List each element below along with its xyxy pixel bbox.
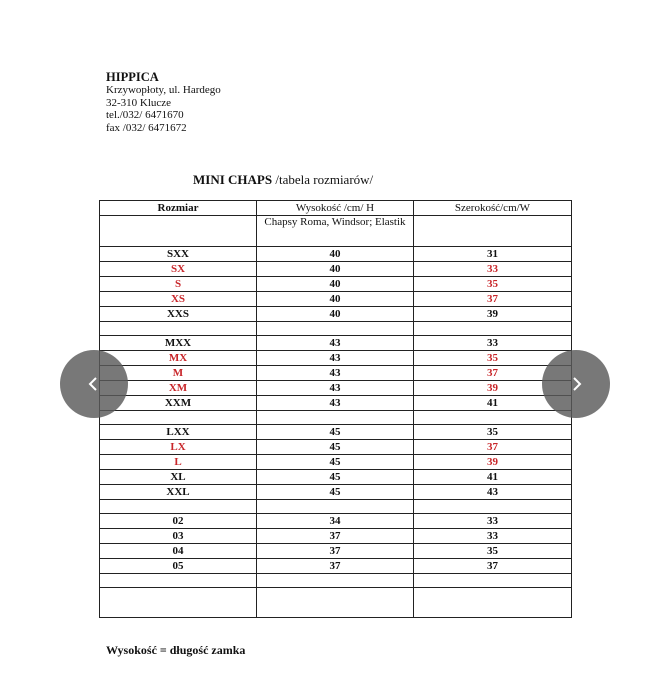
cell-height [257,322,414,336]
cell-height: 43 [257,381,414,396]
cell-size: 02 [100,514,257,529]
cell-height: 37 [257,529,414,544]
cell-width: 37 [414,559,572,574]
header-size: Rozmiar [100,201,257,216]
company-phone: tel./032/ 6471670 [106,109,184,121]
cell-height: 37 [257,544,414,559]
footer-note [106,643,245,658]
cell-height: 45 [257,440,414,455]
cell-width: 39 [414,455,572,470]
cell-width: 33 [414,514,572,529]
cell-width: 35 [414,277,572,292]
cell-size: MXX [100,336,257,351]
cell-width [414,411,572,425]
table-row [100,277,572,292]
table-row [100,529,572,544]
cell-height: 40 [257,277,414,292]
table-row [100,336,572,351]
table-row [100,425,572,440]
footer-note-text: Wysokość = długość zamka [106,643,246,657]
cell-size: XL [100,470,257,485]
cell-width: 33 [414,262,572,277]
next-image-button[interactable] [542,350,610,418]
cell-width: 31 [414,247,572,262]
header-height: Wysokość /cm/ H [257,201,414,216]
table-spacer-row [100,588,572,618]
cell-width: 33 [414,336,572,351]
cell-width [414,574,572,588]
company-address-street: Krzywopłoty, ul. Hardego [106,84,221,96]
cell-size: XXM [100,396,257,411]
cell-size: LXX [100,425,257,440]
table-row [100,485,572,500]
cell-width: 43 [414,485,572,500]
cell-size: XS [100,292,257,307]
cell-size: 03 [100,529,257,544]
cell-width [414,500,572,514]
subheader-empty [100,216,257,247]
table-row [100,307,572,322]
cell-width [414,588,572,618]
cell-width: 37 [414,366,572,381]
cell-size [100,411,257,425]
table-row [100,366,572,381]
cell-height: 45 [257,485,414,500]
table-row [100,455,572,470]
cell-size [100,588,257,618]
chevron-right-icon [567,375,585,393]
table-row [100,351,572,366]
cell-size: 05 [100,559,257,574]
cell-size: LX [100,440,257,455]
cell-width: 41 [414,396,572,411]
table-row [100,440,572,455]
cell-size: XXS [100,307,257,322]
company-address-city: 32-310 Klucze [106,96,172,109]
cell-width: 41 [414,470,572,485]
cell-width: 39 [414,307,572,322]
cell-size: M [100,366,257,381]
cell-height: 43 [257,396,414,411]
header-width: Szerokość/cm/W [414,201,572,216]
cell-height: 40 [257,292,414,307]
title-subtitle: /tabela rozmiarów/ [272,172,374,187]
cell-width: 35 [414,425,572,440]
cell-width: 35 [414,351,572,366]
cell-height: 45 [257,470,414,485]
cell-height: 34 [257,514,414,529]
cell-size: SX [100,262,257,277]
cell-size: XM [100,381,257,396]
table-spacer-row [100,322,572,336]
cell-width: 33 [414,529,572,544]
cell-height [257,574,414,588]
cell-size: 04 [100,544,257,559]
cell-height [257,500,414,514]
table-row [100,559,572,574]
cell-height: 45 [257,455,414,470]
cell-width: 37 [414,440,572,455]
cell-size [100,574,257,588]
cell-height: 37 [257,559,414,574]
company-info [106,70,221,134]
cell-height [257,588,414,618]
table-spacer-row [100,574,572,588]
subheader-empty [414,216,572,247]
table-row [100,544,572,559]
table-row [100,262,572,277]
table-row [100,396,572,411]
chevron-left-icon [85,375,103,393]
table-row [100,514,572,529]
cell-size: L [100,455,257,470]
cell-height: 43 [257,351,414,366]
cell-height: 45 [257,425,414,440]
cell-width: 37 [414,292,572,307]
page-title [193,172,373,188]
table-spacer-row [100,500,572,514]
size-table [99,200,572,618]
title-product: MINI CHAPS [193,172,273,187]
cell-width [414,322,572,336]
cell-height: 40 [257,247,414,262]
cell-size: S [100,277,257,292]
company-fax: fax /032/ 6471672 [106,121,187,134]
table-spacer-row [100,411,572,425]
company-name: HIPPICA [106,70,159,84]
previous-image-button[interactable] [60,350,128,418]
table-row [100,381,572,396]
table-row [100,470,572,485]
cell-size: MX [100,351,257,366]
cell-size [100,322,257,336]
cell-size: XXL [100,485,257,500]
cell-width: 35 [414,544,572,559]
cell-width: 39 [414,381,572,396]
subheader-models: Chapsy Roma, Windsor; Elastik [257,216,414,247]
cell-height: 40 [257,262,414,277]
cell-size: SXX [100,247,257,262]
cell-height: 43 [257,366,414,381]
table-row [100,247,572,262]
cell-height: 43 [257,336,414,351]
cell-size [100,500,257,514]
cell-height: 40 [257,307,414,322]
table-row [100,292,572,307]
cell-height [257,411,414,425]
